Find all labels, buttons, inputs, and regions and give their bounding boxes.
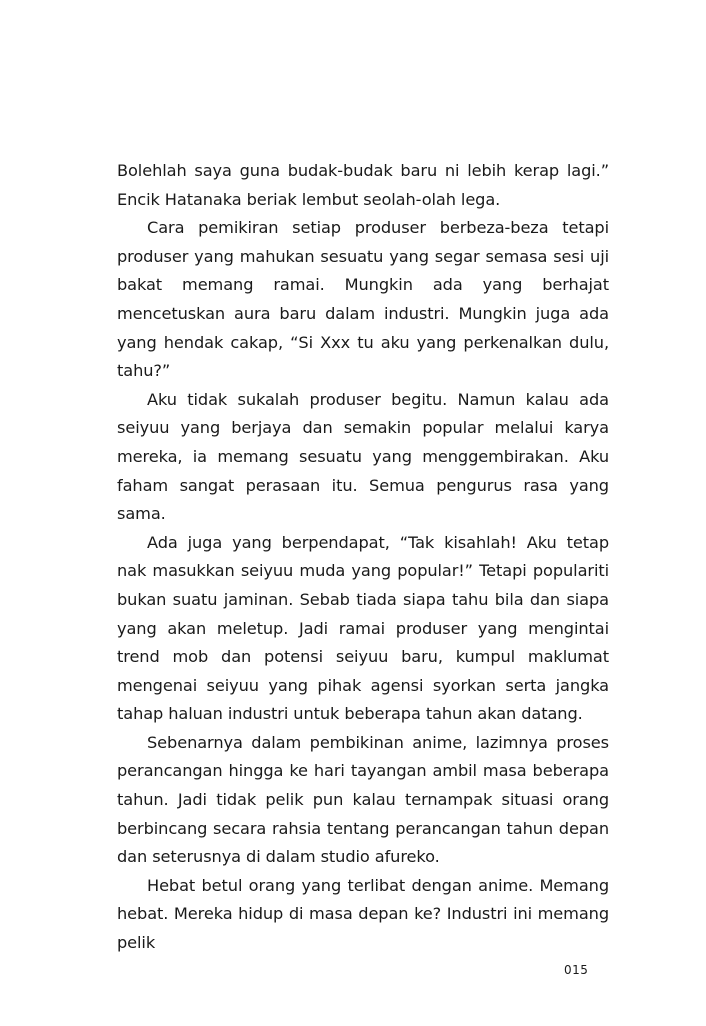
paragraph: Bolehlah saya guna budak-budak baru ni lebih kerap lagi.” Encik Hatanaka beriak lembut seolah-olah lega. xyxy=(117,161,609,209)
paragraph: Sebenarnya dalam pembikinan anime, lazimnya proses perancangan hingga ke hari tayangan ambil masa beberapa tahun. Jadi tidak pelik pun kalau ternampak situasi orang berbincang secara rahsia tentang perancangan tahun depan dan seterusnya di dalam studio afureko. xyxy=(117,732,609,867)
paragraph: Ada juga yang berpendapat, “Tak kisahlah! Aku tetap nak masukkan seiyuu muda yang popular!” Tetapi populariti bukan suatu jaminan. Sebab tiada siapa tahu bila dan siapa yang akan meletup. Jadi ramai produser yang mengintai trend mob dan potensi seiyuu baru, kumpul maklumat mengenai seiyuu yang pihak agensi syorkan serta jangka tahap haluan industri untuk beberapa tahun akan datang. xyxy=(117,532,609,724)
page-body xyxy=(117,157,609,958)
paragraph: Aku tidak sukalah produser begitu. Namun kalau ada seiyuu yang berjaya dan semakin popular melalui karya mereka, ia memang sesuatu yang menggembirakan. Aku faham sangat perasaan itu. Semua pengurus rasa yang sama. xyxy=(117,389,609,524)
paragraph-last: Hebat betul orang yang terlibat dengan anime. Memang hebat. Mereka hidup di masa depan ke? Industri ini memang pelik xyxy=(117,875,609,953)
page-number: 015 xyxy=(564,963,589,977)
paragraph: Cara pemikiran setiap produser berbeza-beza tetapi produser yang mahukan sesuatu yang segar semasa sesi uji bakat memang ramai. Mungkin ada yang berhajat mencetuskan aura baru dalam industri. Mungkin juga ada yang hendak cakap, “Si Xxx tu aku yang perkenalkan dulu, tahu?” xyxy=(117,218,609,381)
